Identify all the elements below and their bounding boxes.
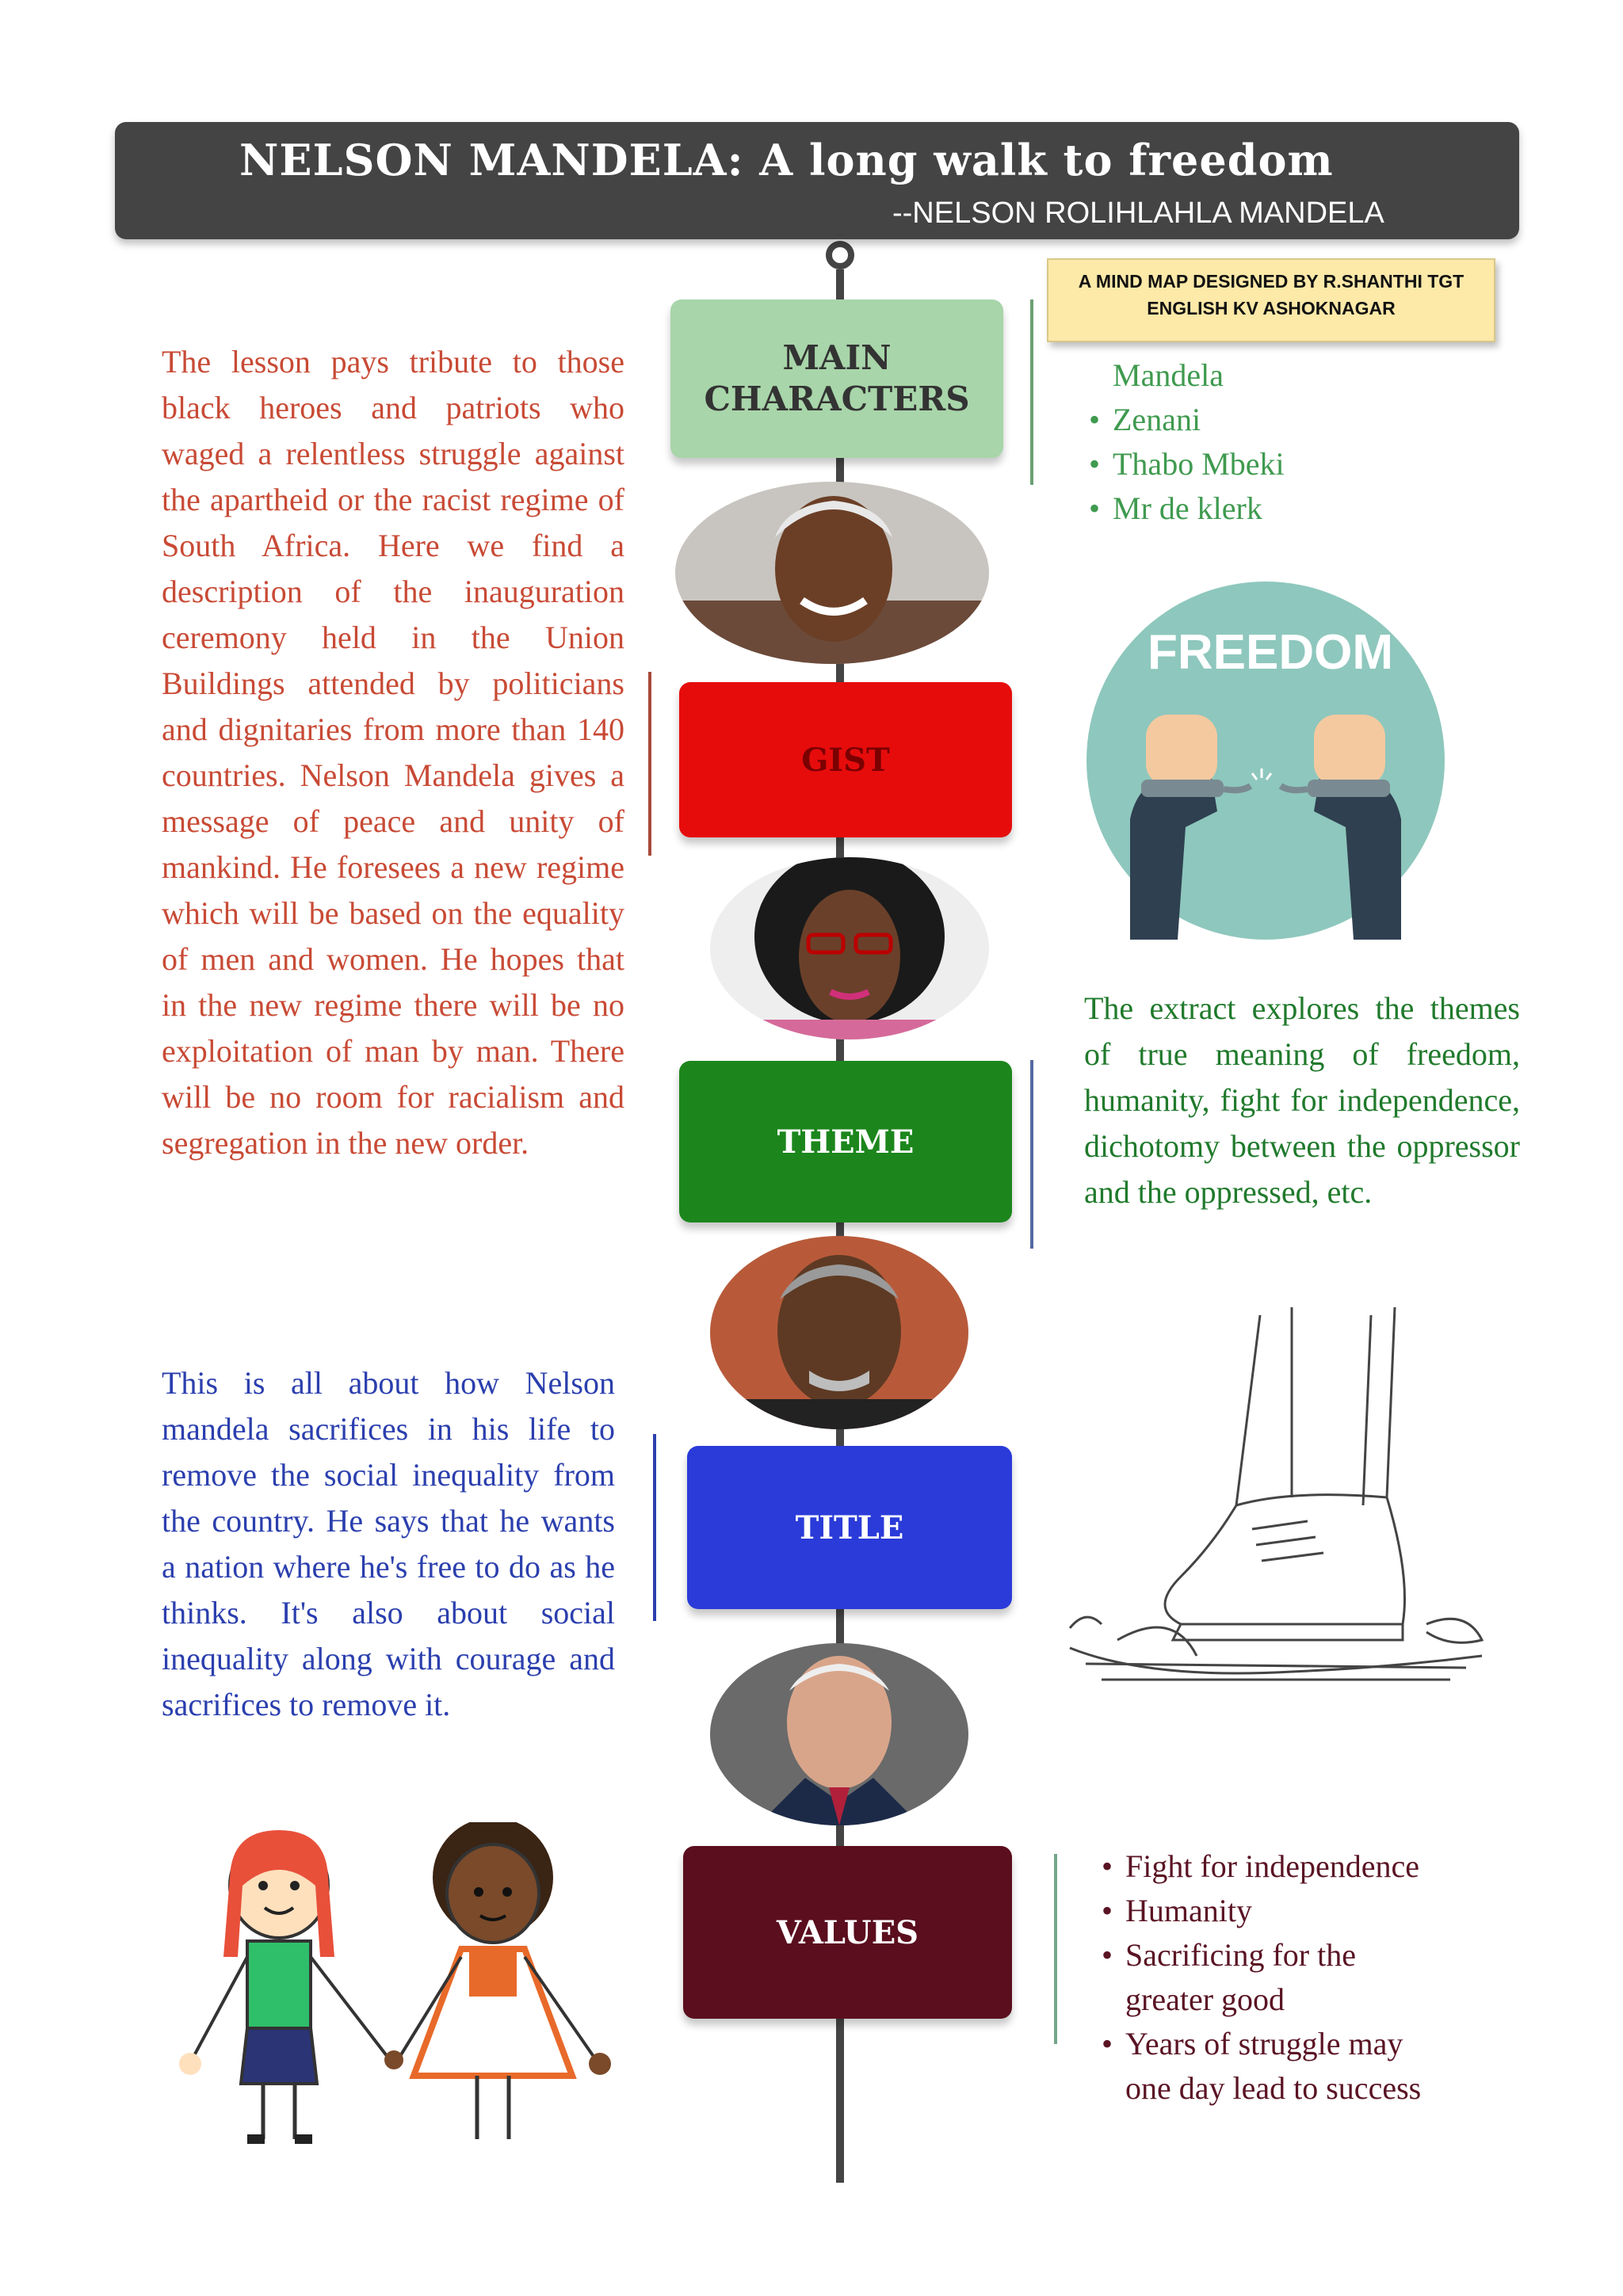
bullet-icon: • [1102,1937,1113,1973]
freedom-illustration [1083,582,1449,940]
value-item: • Sacrificing for the greater good [1097,1933,1421,2022]
value-item: • Humanity [1097,1889,1421,1933]
character-item: • Thabo Mbeki [1084,442,1285,486]
bullet-icon: • [1102,2026,1113,2061]
page-title: NELSON MANDELA: A long walk to freedom [239,135,1334,185]
bullet-icon: • [1089,490,1101,526]
main-characters-list [1084,353,1285,531]
theme-box: THEME [679,1061,1012,1222]
values-list [1097,1844,1421,2111]
portrait-zenani [710,857,989,1039]
timeline-top-ring [829,244,851,266]
title-paragraph: This is all about how Nelson mandela sacrifices in his life to remove the social inequality from the country. He says that he wants a nation where he's free to do as he thinks. It's also about social inequality along with courage and sacrifices to remove it. [162,1365,615,1722]
designer-line2: ENGLISH KV ASHOKNAGAR [1147,298,1396,318]
designer-label [1047,258,1495,342]
main-characters-label-1: MAIN [782,338,892,377]
main-characters-label-2: CHARACTERS [704,379,970,418]
value-item: • Years of struggle may one day lead to success [1097,2022,1421,2111]
character-item: • Mr de klerk [1084,486,1285,531]
gist-box: GIST [679,682,1012,837]
bullet-icon: • [1089,402,1101,437]
page-subtitle: --NELSON ROLIHLAHLA MANDELA [892,196,1384,230]
values-box: VALUES [683,1846,1012,2019]
title-box: TITLE [687,1446,1012,1609]
portrait-mandela [675,482,989,664]
freedom-label: FREEDOM [1148,625,1393,680]
character-item: Mandela [1113,357,1224,393]
bullet-icon: • [1102,1893,1113,1928]
boot-sketch-illustration [1054,1307,1498,1719]
gist-paragraph: The lesson pays tribute to those black heroes and patriots who waged a relentless struggle against the apartheid or the racist regime of South Africa. Here we find a description of the inauguration ceremony held in the Union Buildings attended by politicians and dignitaries from more than 140 countries. Nelson Mandela gives a message of peace and unity of mankind. He foresees a new regime which will be based on the equality of men and women. He hopes that in the new regime there will be no exploitation of man by man. There will be no room for racialism and segregation in the new order. [162,344,624,1161]
kids-illustration [176,1822,636,2155]
theme-paragraph: The extract explores the themes of true meaning of freedom, humanity, fight for independence, dichotomy between the oppressor and the oppressed, etc. [1084,990,1520,1210]
character-item: • Zenani [1084,398,1285,442]
value-item: • Fight for independence [1097,1844,1421,1889]
bullet-icon: • [1089,446,1101,482]
portrait-de-klerk [710,1643,968,1825]
designer-line1: A MIND MAP DESIGNED BY R.SHANTHI TGT [1078,271,1465,292]
main-characters-box [670,299,1003,458]
bullet-icon: • [1102,1848,1113,1884]
portrait-thabo-mbeki [710,1236,968,1429]
